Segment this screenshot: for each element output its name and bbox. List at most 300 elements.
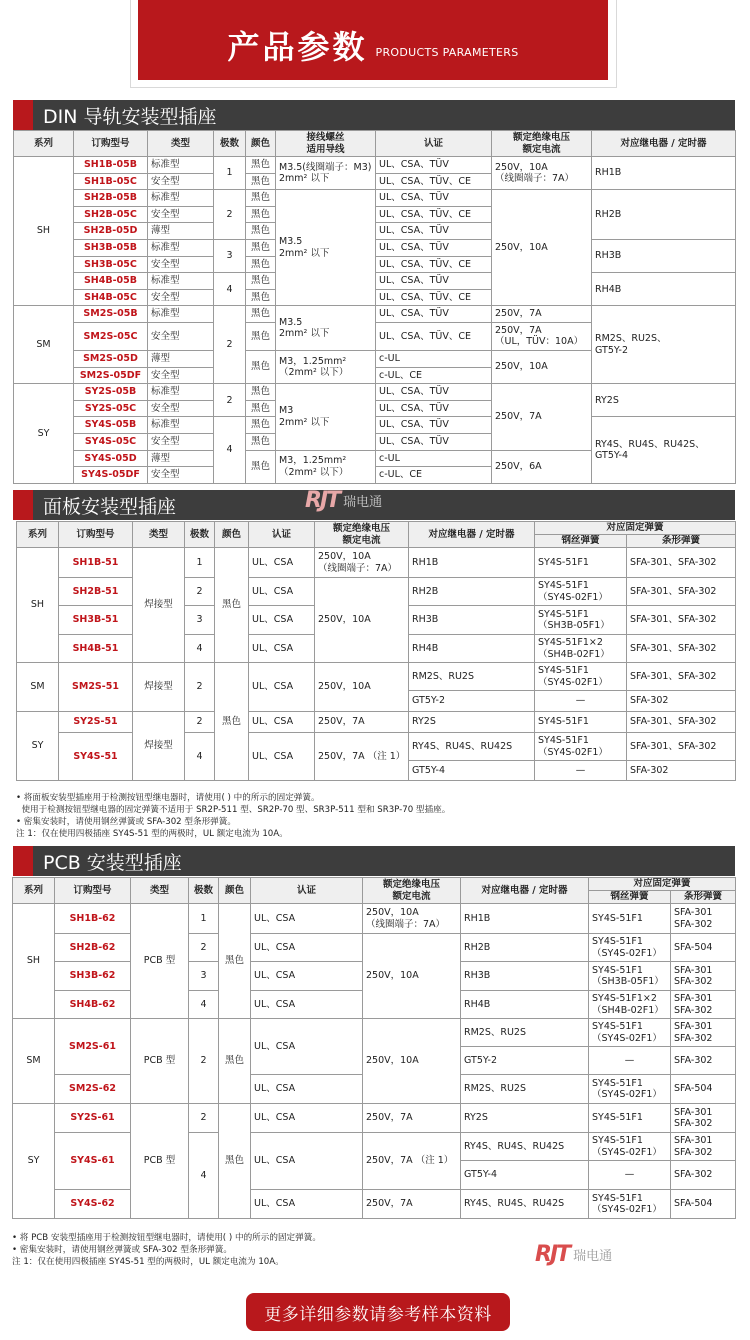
model-cell: SH4B-62 [55, 991, 131, 1019]
section-accent [13, 490, 33, 520]
type-cell: 安全型 [148, 289, 214, 306]
note-line: • 将 PCB 安装型插座用于检测按钮型继电器时，请使用( ) 中的所示的固定弹簧。 [12, 1233, 321, 1243]
series-cell: SH [14, 157, 74, 306]
relay-cell: RY2S [461, 1104, 589, 1133]
table-row [17, 548, 736, 578]
cert-cell: UL、CSA、TÜV、CE [376, 289, 492, 306]
col-header: 颜色 [215, 522, 249, 548]
cert-cell: UL、CSA、TÜV [376, 223, 492, 240]
color-cell: 黑色 [246, 157, 276, 174]
model-cell: SY4S-05D [74, 450, 148, 467]
note-line: • 密集安装时，请使用钢丝弹簧或 SFA-302 型条形弹簧。 [12, 1245, 232, 1255]
color-cell: 黑色 [246, 190, 276, 207]
col-header: 接线螺丝 适用导线 [276, 131, 376, 157]
series-cell: SY [14, 384, 74, 484]
cert-cell: UL、CSA [249, 606, 315, 635]
cert-cell: UL、CSA、TÜV [376, 273, 492, 290]
table-row [13, 904, 736, 934]
col-header: 条形弹簧 [627, 535, 736, 548]
relay-cell: RY4S、RU4S、RU42S [409, 733, 535, 761]
bar-spring-cell: SFA-301、SFA-302 [627, 712, 736, 733]
poles-cell: 2 [214, 190, 246, 240]
table-row [13, 1133, 736, 1161]
model-cell: SH1B-62 [55, 904, 131, 934]
type-cell: 安全型 [148, 467, 214, 484]
bar-spring-cell: SFA-302 [627, 761, 736, 781]
cert-cell: c-UL、CE [376, 467, 492, 484]
col-header: 钢丝弹簧 [535, 535, 627, 548]
relay-cell: GT5Y-4 [409, 761, 535, 781]
rating-cell: 250V，6A [492, 450, 592, 483]
type-cell: PCB 型 [131, 904, 189, 1019]
wire-spring-cell: SY4S-51F1 [589, 904, 671, 934]
color-cell: 黑色 [246, 400, 276, 417]
model-cell: SY4S-05C [74, 433, 148, 450]
screw-cell: M3，1.25mm² （2mm² 以下） [276, 350, 376, 383]
relay-cell: RH4B [461, 991, 589, 1019]
col-header: 颜色 [219, 878, 251, 904]
wire-spring-cell: SY4S-51F1 （SH3B-05F1） [535, 606, 627, 635]
type-cell: 安全型 [148, 206, 214, 223]
screw-cell: M3.5(线圈端子：M3) 2mm² 以下 [276, 157, 376, 190]
relay-cell: RH4B [409, 635, 535, 663]
rating-cell: 250V，10A [363, 1019, 461, 1104]
model-cell: SH1B-05B [74, 157, 148, 174]
section-accent [13, 100, 33, 130]
table-row [13, 934, 736, 962]
col-header: 订购型号 [55, 878, 131, 904]
poles-cell: 4 [189, 991, 219, 1019]
rating-cell: 250V，7A （注 1） [363, 1133, 461, 1190]
poles-cell: 1 [185, 548, 215, 578]
col-header: 类型 [148, 131, 214, 157]
model-cell: SM2S-05C [74, 322, 148, 350]
table-row [17, 733, 736, 761]
model-cell: SY4S-51 [59, 733, 133, 781]
color-cell: 黑色 [246, 433, 276, 450]
poles-cell: 4 [214, 273, 246, 306]
color-cell: 黑色 [246, 223, 276, 240]
model-cell: SH3B-51 [59, 606, 133, 635]
color-cell: 黑色 [246, 173, 276, 190]
bar-spring-cell: SFA-301 SFA-302 [671, 1133, 736, 1161]
cert-cell: c-UL [376, 450, 492, 467]
wire-spring-cell: SY4S-51F1×2 （SH4B-02F1） [535, 635, 627, 663]
poles-cell: 3 [214, 239, 246, 272]
section-title: 面板安装型插座 [43, 495, 177, 518]
color-cell: 黑色 [246, 417, 276, 434]
cert-cell: UL、CSA、TÜV、CE [376, 206, 492, 223]
type-cell: 焊接型 [133, 663, 185, 712]
rating-cell: 250V，7A （UL，TÜV：10A） [492, 322, 592, 350]
rating-cell: 250V，7A [363, 1104, 461, 1133]
type-cell: 标准型 [148, 273, 214, 290]
model-cell: SY4S-61 [55, 1133, 131, 1190]
relay-cell: RY4S、RU4S、RU42S、 GT5Y-4 [592, 417, 736, 483]
color-cell: 黑色 [215, 548, 249, 663]
model-cell: SH3B-05C [74, 256, 148, 273]
note-line: • 将面板安装型插座用于检测按钮型继电器时，请使用( ) 中的所示的固定弹簧。 [16, 793, 320, 803]
type-cell: 安全型 [148, 400, 214, 417]
color-cell: 黑色 [246, 450, 276, 483]
wire-spring-cell: SY4S-51F1 （SY4S-02F1） [589, 934, 671, 962]
model-cell: SH4B-51 [59, 635, 133, 663]
model-cell: SY4S-05DF [74, 467, 148, 484]
cert-cell: UL、CSA、TÜV [376, 417, 492, 434]
bar-spring-cell: SFA-301、SFA-302 [627, 635, 736, 663]
note-line: • 密集安装时，请使用钢丝弹簧或 SFA-302 型条形弹簧。 [16, 817, 236, 827]
section-title: PCB 安装型插座 [43, 851, 182, 874]
wire-spring-cell: SY4S-51F1 （SY4S-02F1） [535, 733, 627, 761]
section-din [13, 100, 735, 130]
color-cell: 黑色 [246, 256, 276, 273]
model-cell: SM2S-05B [74, 306, 148, 323]
bar-spring-cell: SFA-301、SFA-302 [627, 733, 736, 761]
series-cell: SM [17, 663, 59, 712]
bar-spring-cell: SFA-504 [671, 934, 736, 962]
relay-cell: GT5Y-4 [461, 1161, 589, 1190]
relay-cell: RH3B [461, 962, 589, 991]
note-line: 注 1：仅在使用四极插座 SY4S-51 型的两极时，UL 额定电流为 10A。 [12, 1257, 284, 1267]
bar-spring-cell: SFA-302 [627, 691, 736, 712]
model-cell: SM2S-51 [59, 663, 133, 712]
type-cell: PCB 型 [131, 1104, 189, 1219]
relay-cell: RH1B [592, 157, 736, 190]
col-header: 对应固定弹簧 [535, 522, 736, 535]
note-line: 使用于检测按钮型继电器的固定弹簧不适用于 SR2P-511 型、SR2P-70 型、SR3P-511 型和 SR3P-70 型插座。 [16, 805, 451, 815]
poles-cell: 2 [214, 384, 246, 417]
section-accent [13, 846, 33, 876]
type-cell: 标准型 [148, 417, 214, 434]
relay-cell: GT5Y-2 [461, 1047, 589, 1075]
table-row [14, 306, 736, 323]
poles-cell: 2 [189, 934, 219, 962]
type-cell: 标准型 [148, 157, 214, 174]
table-row [17, 663, 736, 691]
relay-cell: GT5Y-2 [409, 691, 535, 712]
wire-spring-cell: SY4S-51F1 （SY4S-02F1） [535, 578, 627, 606]
relay-cell: RY2S [592, 384, 736, 417]
watermark-logo [305, 488, 382, 513]
type-cell: 安全型 [148, 256, 214, 273]
cert-cell: UL、CSA [249, 733, 315, 781]
type-cell: 薄型 [148, 223, 214, 240]
col-header: 类型 [131, 878, 189, 904]
series-cell: SY [13, 1104, 55, 1219]
logo-text: 瑞电通 [343, 495, 383, 510]
col-header: 额定绝缘电压 额定电流 [315, 522, 409, 548]
rating-cell: 250V，10A [492, 350, 592, 383]
col-header: 额定绝缘电压 额定电流 [363, 878, 461, 904]
logo-mark: RJT [535, 1242, 570, 1267]
wire-spring-cell: SY4S-51F1 [535, 712, 627, 733]
panel-table [16, 521, 736, 781]
type-cell: 标准型 [148, 306, 214, 323]
bar-spring-cell: SFA-301 SFA-302 [671, 1019, 736, 1047]
page-title: 产品参数 [227, 28, 368, 66]
rating-cell: 250V，10A [363, 934, 461, 1019]
relay-cell: RH2B [592, 190, 736, 240]
section-pcb [13, 846, 735, 876]
rating-cell: 250V，7A [492, 306, 592, 323]
cert-cell: UL、CSA [251, 1133, 363, 1190]
pcb-notes [12, 1232, 732, 1268]
col-header: 系列 [14, 131, 74, 157]
col-header: 认证 [251, 878, 363, 904]
model-cell: SH2B-51 [59, 578, 133, 606]
cert-cell: UL、CSA [251, 1075, 363, 1104]
table-row [17, 712, 736, 733]
bar-spring-cell: SFA-504 [671, 1075, 736, 1104]
cert-cell: UL、CSA [251, 1104, 363, 1133]
type-cell: 焊接型 [133, 712, 185, 781]
cert-cell: UL、CSA、TÜV [376, 157, 492, 174]
poles-cell: 1 [189, 904, 219, 934]
poles-cell: 2 [185, 578, 215, 606]
cert-cell: UL、CSA、TÜV [376, 384, 492, 401]
rating-cell: 250V，10A （线圈端子：7A） [363, 904, 461, 934]
relay-cell: RH2B [461, 934, 589, 962]
type-cell: 焊接型 [133, 548, 185, 663]
bar-spring-cell: SFA-301、SFA-302 [627, 606, 736, 635]
model-cell: SY2S-61 [55, 1104, 131, 1133]
bar-spring-cell: SFA-301 SFA-302 [671, 962, 736, 991]
bar-spring-cell: SFA-302 [671, 1047, 736, 1075]
relay-cell: RY4S、RU4S、RU42S [461, 1133, 589, 1161]
type-cell: 安全型 [148, 173, 214, 190]
relay-cell: RY2S [409, 712, 535, 733]
type-cell: 安全型 [148, 322, 214, 350]
model-cell: SM2S-61 [55, 1019, 131, 1075]
cert-cell: UL、CSA [249, 635, 315, 663]
rating-cell: 250V，7A [492, 384, 592, 450]
table-row [13, 1104, 736, 1133]
poles-cell: 4 [189, 1133, 219, 1219]
col-header: 订购型号 [59, 522, 133, 548]
rating-cell: 250V，10A （线圈端子：7A） [492, 157, 592, 190]
panel-notes [16, 792, 736, 840]
poles-cell: 3 [189, 962, 219, 991]
cert-cell: UL、CSA、TÜV [376, 400, 492, 417]
bar-spring-cell: SFA-301、SFA-302 [627, 548, 736, 578]
type-cell: 安全型 [148, 367, 214, 384]
screw-cell: M3.5 2mm² 以下 [276, 190, 376, 306]
col-header: 极数 [185, 522, 215, 548]
model-cell: SH4B-05C [74, 289, 148, 306]
poles-cell: 3 [185, 606, 215, 635]
screw-cell: M3 2mm² 以下 [276, 384, 376, 450]
rating-cell: 250V，7A （注 1） [315, 733, 409, 781]
bar-spring-cell: SFA-301、SFA-302 [627, 578, 736, 606]
rating-cell: 250V，7A [315, 712, 409, 733]
table-row [17, 578, 736, 606]
rating-cell: 250V，10A [315, 578, 409, 663]
cert-cell: UL、CSA、TÜV [376, 306, 492, 323]
pcb-table [12, 877, 736, 1219]
color-cell: 黑色 [219, 904, 251, 1019]
table-row [14, 384, 736, 401]
model-cell: SM2S-05DF [74, 367, 148, 384]
cert-cell: c-UL、CE [376, 367, 492, 384]
model-cell: SM2S-05D [74, 350, 148, 367]
model-cell: SY2S-51 [59, 712, 133, 733]
relay-cell: RH1B [409, 548, 535, 578]
poles-cell: 4 [185, 733, 215, 781]
type-cell: 安全型 [148, 433, 214, 450]
color-cell: 黑色 [215, 663, 249, 781]
model-cell: SH2B-05D [74, 223, 148, 240]
wire-spring-cell: SY4S-51F1 （SY4S-02F1） [589, 1019, 671, 1047]
relay-cell: RH3B [592, 239, 736, 272]
cert-cell: UL、CSA、TÜV、CE [376, 322, 492, 350]
col-header: 系列 [13, 878, 55, 904]
model-cell: SH1B-51 [59, 548, 133, 578]
bar-spring-cell: SFA-301 SFA-302 [671, 1104, 736, 1133]
color-cell: 黑色 [246, 206, 276, 223]
relay-cell: RH2B [409, 578, 535, 606]
cert-cell: UL、CSA、TÜV [376, 239, 492, 256]
col-header: 对应继电器 / 定时器 [461, 878, 589, 904]
col-header: 类型 [133, 522, 185, 548]
type-cell: 标准型 [148, 190, 214, 207]
color-cell: 黑色 [246, 322, 276, 350]
wire-spring-cell: SY4S-51F1 （SY4S-02F1） [535, 663, 627, 691]
col-header: 系列 [17, 522, 59, 548]
series-cell: SH [13, 904, 55, 1019]
color-cell: 黑色 [219, 1019, 251, 1104]
relay-cell: RM2S、RU2S [461, 1075, 589, 1104]
color-cell: 黑色 [246, 239, 276, 256]
page-title-en: PRODUCTS PARAMETERS [375, 45, 519, 59]
cert-cell: UL、CSA [251, 904, 363, 934]
model-cell: SY2S-05C [74, 400, 148, 417]
col-header: 订购型号 [74, 131, 148, 157]
wire-spring-cell: SY4S-51F1×2 （SH4B-02F1） [589, 991, 671, 1019]
relay-cell: RM2S、RU2S、 GT5Y-2 [592, 306, 736, 384]
wire-spring-cell: — [535, 761, 627, 781]
cert-cell: UL、CSA、TÜV、CE [376, 256, 492, 273]
poles-cell: 2 [189, 1104, 219, 1133]
color-cell: 黑色 [246, 350, 276, 383]
color-cell: 黑色 [246, 289, 276, 306]
relay-cell: RM2S、RU2S [461, 1019, 589, 1047]
wire-spring-cell: — [589, 1047, 671, 1075]
poles-cell: 2 [185, 712, 215, 733]
poles-cell: 2 [189, 1019, 219, 1104]
relay-cell: RH1B [461, 904, 589, 934]
more-details-button[interactable]: 更多详细参数请参考样本资料 [246, 1293, 510, 1331]
relay-cell: RH3B [409, 606, 535, 635]
bar-spring-cell: SFA-504 [671, 1190, 736, 1219]
color-cell: 黑色 [246, 306, 276, 323]
wire-spring-cell: SY4S-51F1 [589, 1104, 671, 1133]
col-header: 对应继电器 / 定时器 [592, 131, 736, 157]
section-title: DIN 导轨安装型插座 [43, 105, 217, 128]
cert-cell: UL、CSA [251, 991, 363, 1019]
cert-cell: UL、CSA [249, 578, 315, 606]
color-cell: 黑色 [246, 273, 276, 290]
type-cell: 薄型 [148, 450, 214, 467]
rating-cell: 250V，7A [363, 1190, 461, 1219]
cert-cell: UL、CSA [251, 1190, 363, 1219]
wire-spring-cell: SY4S-51F1 （SH3B-05F1） [589, 962, 671, 991]
model-cell: SH3B-62 [55, 962, 131, 991]
bar-spring-cell: SFA-302 [671, 1161, 736, 1190]
cert-cell: UL、CSA [251, 962, 363, 991]
col-header: 认证 [249, 522, 315, 548]
brand-logo [535, 1242, 612, 1267]
poles-cell: 1 [214, 157, 246, 190]
model-cell: SH4B-05B [74, 273, 148, 290]
col-header: 对应固定弹簧 [589, 878, 736, 891]
logo-mark: RJT [305, 488, 340, 513]
type-cell: 标准型 [148, 384, 214, 401]
cert-cell: UL、CSA [249, 548, 315, 578]
model-cell: SM2S-62 [55, 1075, 131, 1104]
series-cell: SM [13, 1019, 55, 1104]
series-cell: SH [17, 548, 59, 663]
poles-cell: 4 [214, 417, 246, 483]
cert-cell: c-UL [376, 350, 492, 367]
cert-cell: UL、CSA、TÜV [376, 190, 492, 207]
cert-cell: UL、CSA [249, 712, 315, 733]
wire-spring-cell: SY4S-51F1 （SY4S-02F1） [589, 1190, 671, 1219]
wire-spring-cell: — [535, 691, 627, 712]
cert-cell: UL、CSA、TÜV [376, 433, 492, 450]
table-row [14, 190, 736, 207]
col-header: 认证 [376, 131, 492, 157]
col-header: 钢丝弹簧 [589, 891, 671, 904]
type-cell: 标准型 [148, 239, 214, 256]
screw-cell: M3.5 2mm² 以下 [276, 306, 376, 351]
poles-cell: 2 [185, 663, 215, 712]
wire-spring-cell: SY4S-51F1 [535, 548, 627, 578]
bar-spring-cell: SFA-301、SFA-302 [627, 663, 736, 691]
wire-spring-cell: — [589, 1161, 671, 1190]
cert-cell: UL、CSA [249, 663, 315, 712]
table-row [13, 1019, 736, 1047]
wire-spring-cell: SY4S-51F1 （SY4S-02F1） [589, 1075, 671, 1104]
type-cell: 薄型 [148, 350, 214, 367]
col-header: 极数 [189, 878, 219, 904]
model-cell: SY4S-05B [74, 417, 148, 434]
col-header: 对应继电器 / 定时器 [409, 522, 535, 548]
table-row [14, 157, 736, 174]
col-header: 颜色 [246, 131, 276, 157]
relay-cell: RH4B [592, 273, 736, 306]
rating-cell: 250V，10A [315, 663, 409, 712]
bar-spring-cell: SFA-301 SFA-302 [671, 991, 736, 1019]
col-header: 额定绝缘电压 额定电流 [492, 131, 592, 157]
col-header: 极数 [214, 131, 246, 157]
note-line: 注 1：仅在使用四极插座 SY4S-51 型的两极时，UL 额定电流为 10A。 [16, 829, 288, 839]
din-table [13, 130, 736, 484]
color-cell: 黑色 [246, 384, 276, 401]
logo-text: 瑞电通 [573, 1249, 613, 1264]
cert-cell: UL、CSA、TÜV、CE [376, 173, 492, 190]
model-cell: SH2B-05B [74, 190, 148, 207]
model-cell: SH1B-05C [74, 173, 148, 190]
model-cell: SH2B-62 [55, 934, 131, 962]
relay-cell: RY4S、RU4S、RU42S [461, 1190, 589, 1219]
model-cell: SY2S-05B [74, 384, 148, 401]
type-cell: PCB 型 [131, 1019, 189, 1104]
rating-cell: 250V，10A （线圈端子：7A） [315, 548, 409, 578]
model-cell: SH3B-05B [74, 239, 148, 256]
cert-cell: UL、CSA [251, 1019, 363, 1075]
page-header [138, 0, 608, 80]
poles-cell: 2 [214, 306, 246, 384]
